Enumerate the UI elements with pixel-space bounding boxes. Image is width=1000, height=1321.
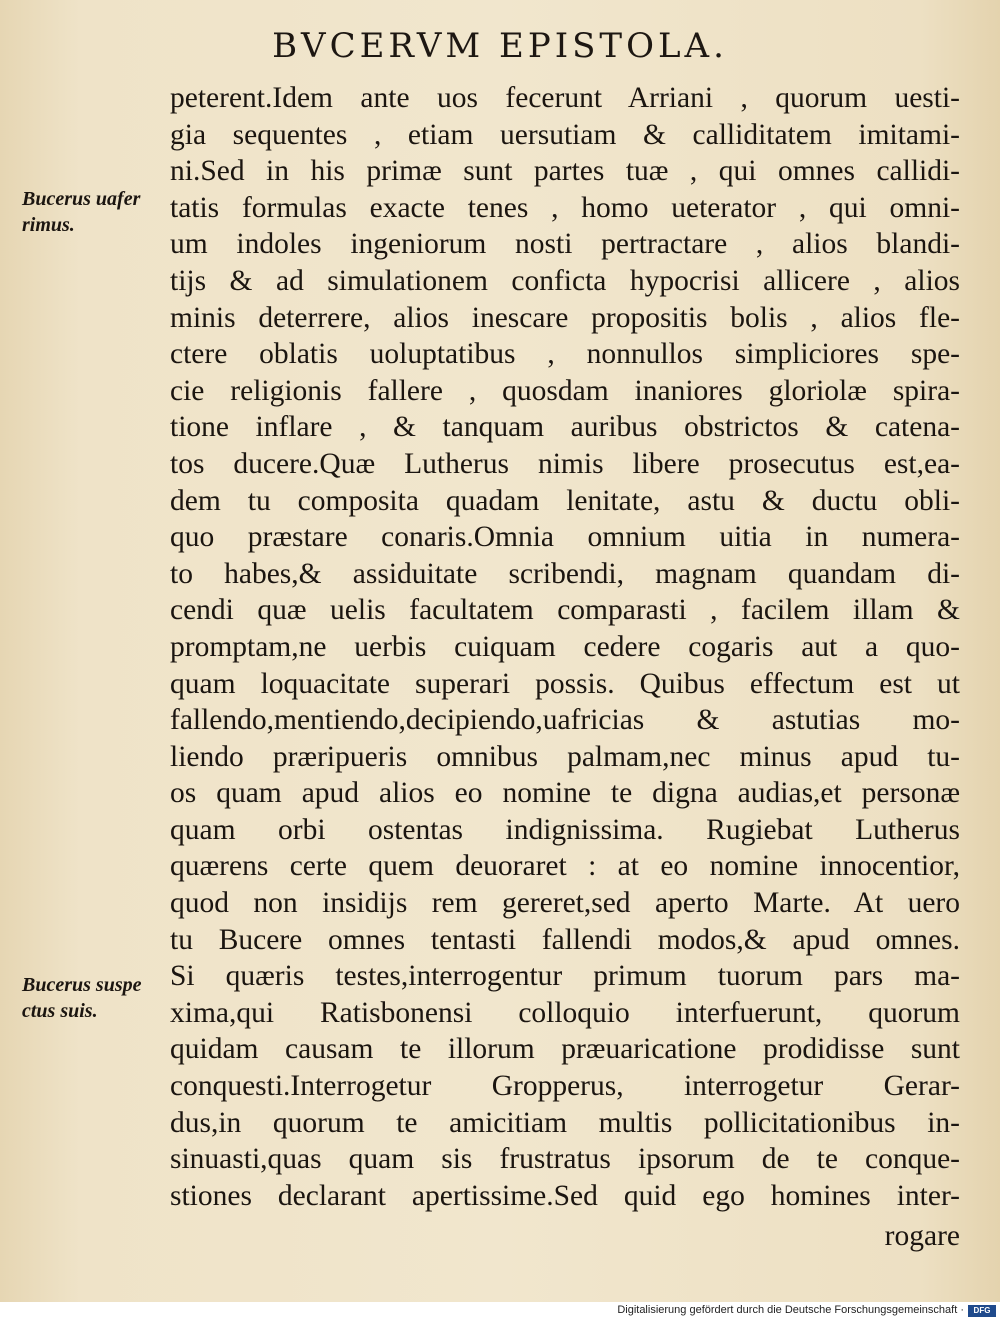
text-line: peterent.Idem ante uos fecerunt Arriani , quorum uesti- — [170, 82, 960, 114]
marginal-note-line: Bucerus suspe — [22, 974, 142, 996]
text-line: xima,qui Ratisbonensi colloquio interfuerunt, quorum — [170, 996, 960, 1029]
marginal-note — [22, 972, 170, 1024]
text-line: sinuasti,quas quam sis frustratus ipsorum de te conque- — [170, 1143, 960, 1176]
text-line: stiones declarant apertissime.Sed quid ego homines inter- — [170, 1179, 960, 1212]
text-line: tos ducere.Quæ Lutherus nimis libere prosecutus est,ea- — [170, 447, 960, 480]
text-line: quam loquacitate superari possis. Quibus effectum est ut — [170, 667, 960, 700]
text-line: minis deterrere, alios inescare propositis bolis , alios fle- — [170, 301, 960, 334]
catchword: rogare — [884, 1220, 960, 1253]
text-line: Si quæris testes,interrogentur primum tuorum pars ma- — [170, 960, 960, 993]
text-line: dem tu composita quadam lenitate, astu & ductu obli- — [170, 484, 960, 517]
text-line: tione inflare , & tanquam auribus obstrictos & catena- — [170, 411, 960, 444]
digitization-credit: Digitalisierung gefördert durch die Deutsche Forschungsgemeinschaft · — [617, 1304, 964, 1316]
text-line: quam orbi ostentas indignissima. Rugiebat Lutherus — [170, 813, 960, 846]
marginal-note-line: ctus suis. — [22, 1000, 98, 1022]
running-head: BVCERVM EPISTOLA. — [272, 26, 728, 66]
text-line: liendo præripueris omnibus palmam,nec minus apud tu- — [170, 740, 960, 773]
text-line: quo præstare conaris.Omnia omnium uitia in numera- — [170, 521, 960, 554]
dfg-logo: DFG — [968, 1305, 996, 1317]
body-text — [170, 80, 960, 1255]
marginal-note-line: Bucerus uafer — [22, 188, 141, 210]
text-line: tijs & ad simulationem conficta hypocrisi allicere , alios — [170, 264, 960, 297]
text-line: promptam,ne uerbis cuiquam cedere cogaris aut a quo- — [170, 630, 960, 663]
text-line: dus,in quorum te amicitiam multis pollicitationibus in- — [170, 1106, 960, 1139]
text-line: tu Bucere omnes tentasti fallendi modos,& apud omnes. — [170, 923, 960, 956]
text-line: conquesti.Interrogetur Gropperus, interrogetur Gerar- — [170, 1070, 960, 1103]
text-line: cendi quæ uelis facultatem comparasti , facilem illam & — [170, 594, 960, 627]
text-line: cie religionis fallere , quosdam inaniores gloriolæ spira- — [170, 374, 960, 407]
text-line: quærens certe quem deuoraret : at eo nomine innocentior, — [170, 850, 960, 883]
marginal-note — [22, 186, 170, 238]
text-line: fallendo,mentiendo,decipiendo,uafricias & astutias mo- — [170, 704, 960, 737]
text-line: um indoles ingeniorum nosti pertractare , alios blandi- — [170, 228, 960, 261]
text-line: quod non insidijs rem gereret,sed aperto Marte. At uero — [170, 887, 960, 920]
text-line: to habes,& assiduitate scribendi, magnam quandam di- — [170, 557, 960, 590]
text-line: quidam causam te illorum præuaricatione prodidisse sunt — [170, 1033, 960, 1066]
text-line: ni.Sed in his primæ sunt partes tuæ , qui omnes callidi- — [170, 155, 960, 188]
marginal-note-line: rimus. — [22, 214, 75, 236]
text-line: tatis formulas exacte tenes , homo ueterator , qui omni- — [170, 191, 960, 224]
text-line: os quam apud alios eo nomine te digna audias,et personæ — [170, 777, 960, 810]
text-line: gia sequentes , etiam uersutiam & calliditatem imitami- — [170, 118, 960, 151]
text-line: ctere oblatis uoluptatibus , nonnullos simpliciores spe- — [170, 338, 960, 371]
